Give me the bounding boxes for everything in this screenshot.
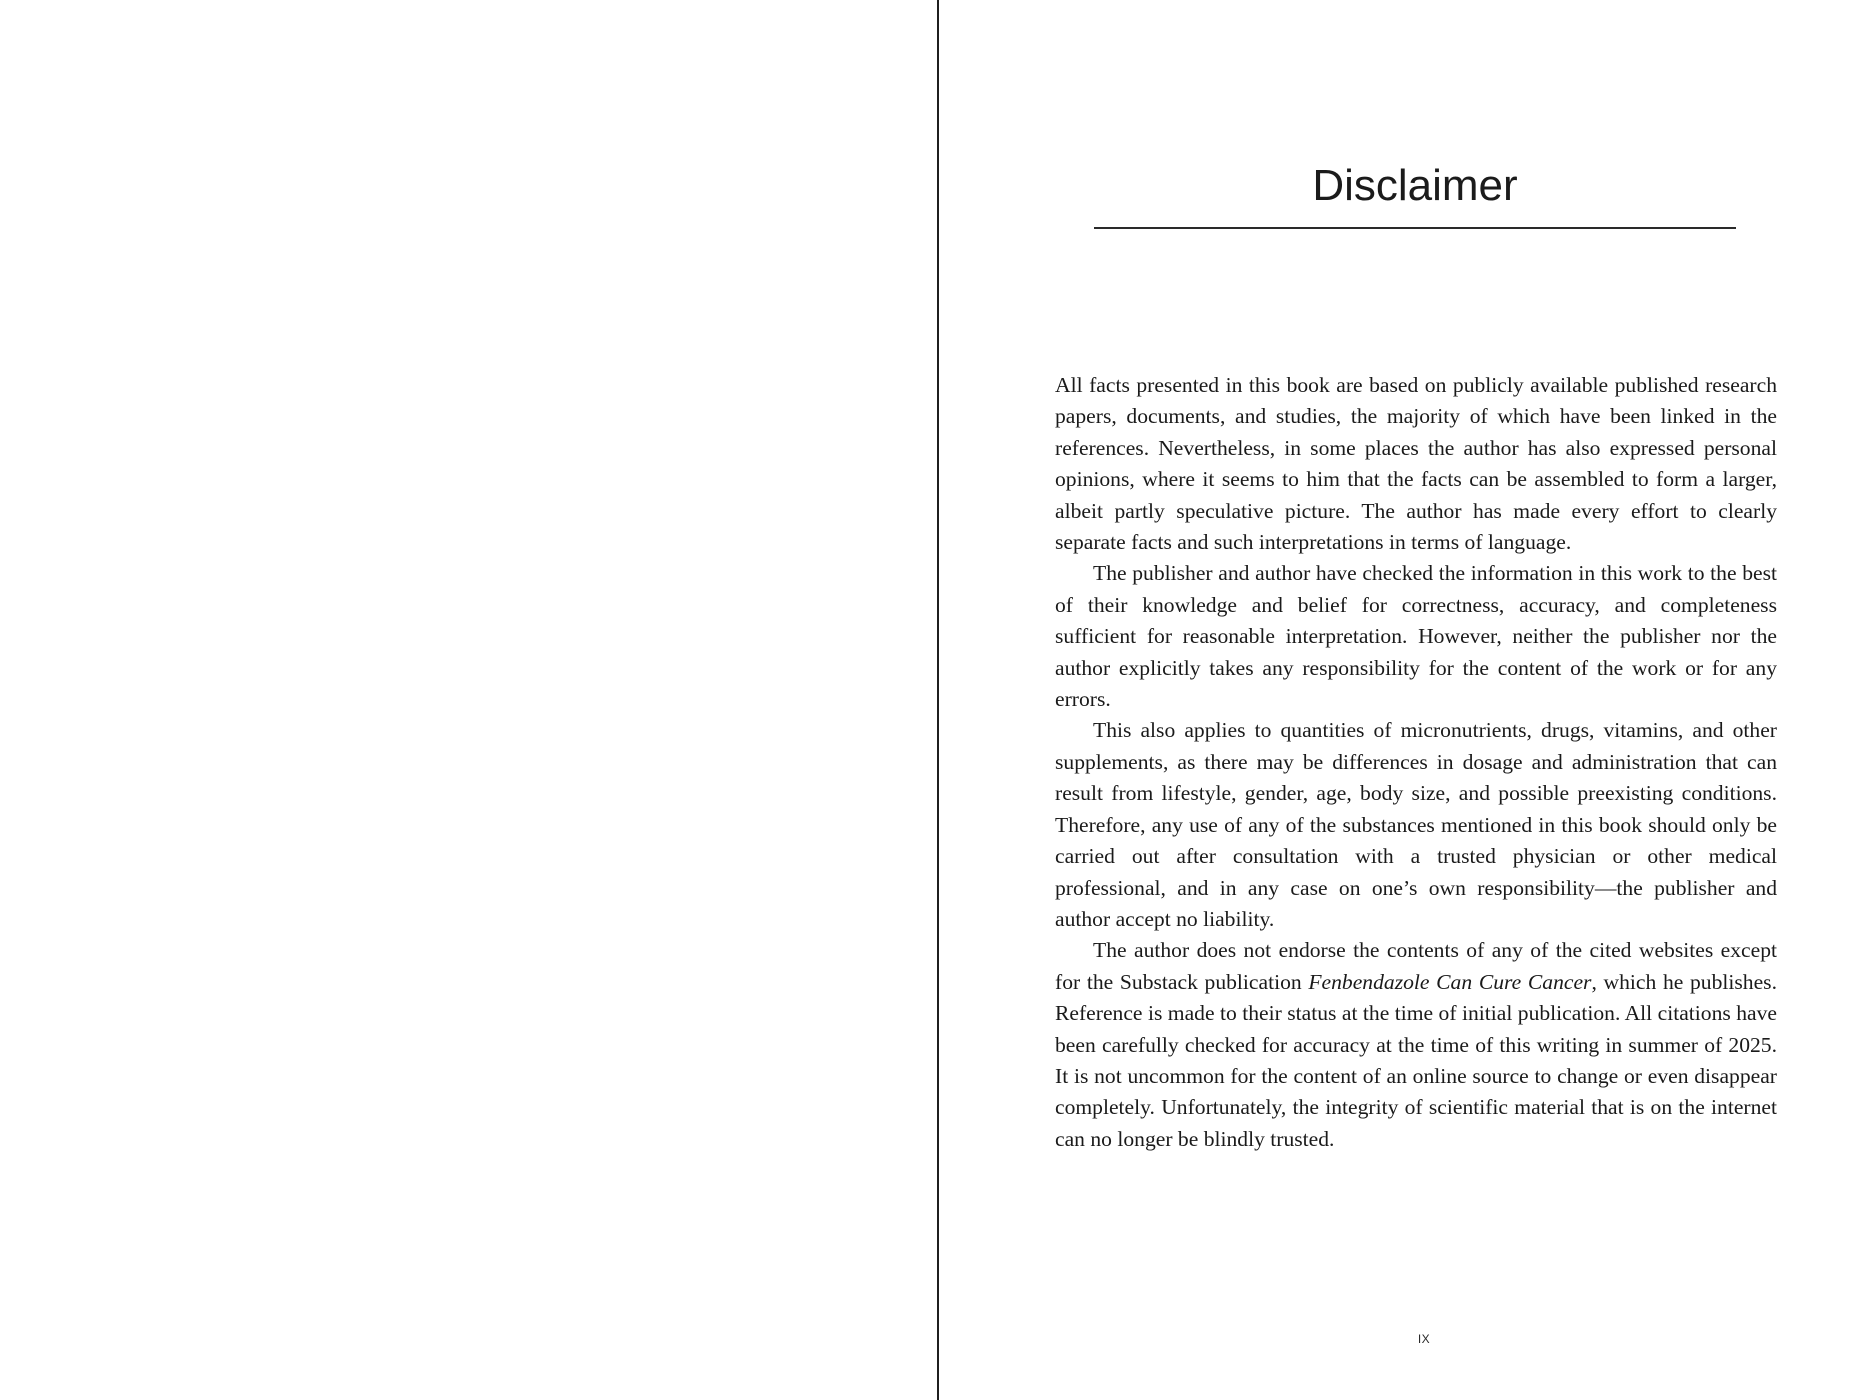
paragraph-4-trailing-text: , which he publishes. Reference is made to their status at the time of initial publication. All citations have been carefully checked for accuracy at the time of this writing in summer of 2025. It is not uncommon for the content of an online source to change or even disappear completely. Unfortunately, the integrity of scientific material that is on the internet can no longer be blindly trusted. (1055, 969, 1777, 1151)
paragraph-4-lead-text: The author does not endorse the contents of any of the cited websites except for the Substack publication (1055, 938, 1777, 994)
disclaimer-paragraph-2: The publisher and author have checked the information in this work to the best of their knowledge and belief for correctness, accuracy, and completeness sufficient for reasonable interpretation. However, neither the publisher nor the author explicitly takes any responsibility for the content of the work or for any errors. (1055, 561, 1777, 712)
disclaimer-paragraph-4 (1055, 935, 1777, 1155)
disclaimer-paragraph-1: All facts presented in this book are based on publicly available published research papers, documents, and studies, the majority of which have been linked in the references. Nevertheless, in some places the author has also expressed personal opinions, where it seems to him that the facts can be assembled to form a larger, albeit partly speculative picture. The author has made every effort to clearly separate facts and such interpretations in terms of language. (1055, 373, 1777, 555)
right-page (939, 0, 1866, 1400)
title-underline-rule (1094, 227, 1736, 229)
disclaimer-body (1055, 370, 1777, 1155)
page-title: Disclaimer (1312, 161, 1518, 210)
publication-title: Fenbendazole Can Cure Cancer (1308, 969, 1592, 994)
disclaimer-paragraph-3: This also applies to quantities of micronutrients, drugs, vitamins, and other supplements, as there may be differences in dosage and administration that can result from lifestyle, gender, age, body size, and possible preexisting conditions. Therefore, any use of any of the substances mentioned in this book should only be carried out after consultation with a trusted physician or other medical professional, and in any case on one’s own responsibility—the publisher and author accept no liability. (1055, 718, 1777, 931)
page-number: IX (1417, 1332, 1431, 1346)
